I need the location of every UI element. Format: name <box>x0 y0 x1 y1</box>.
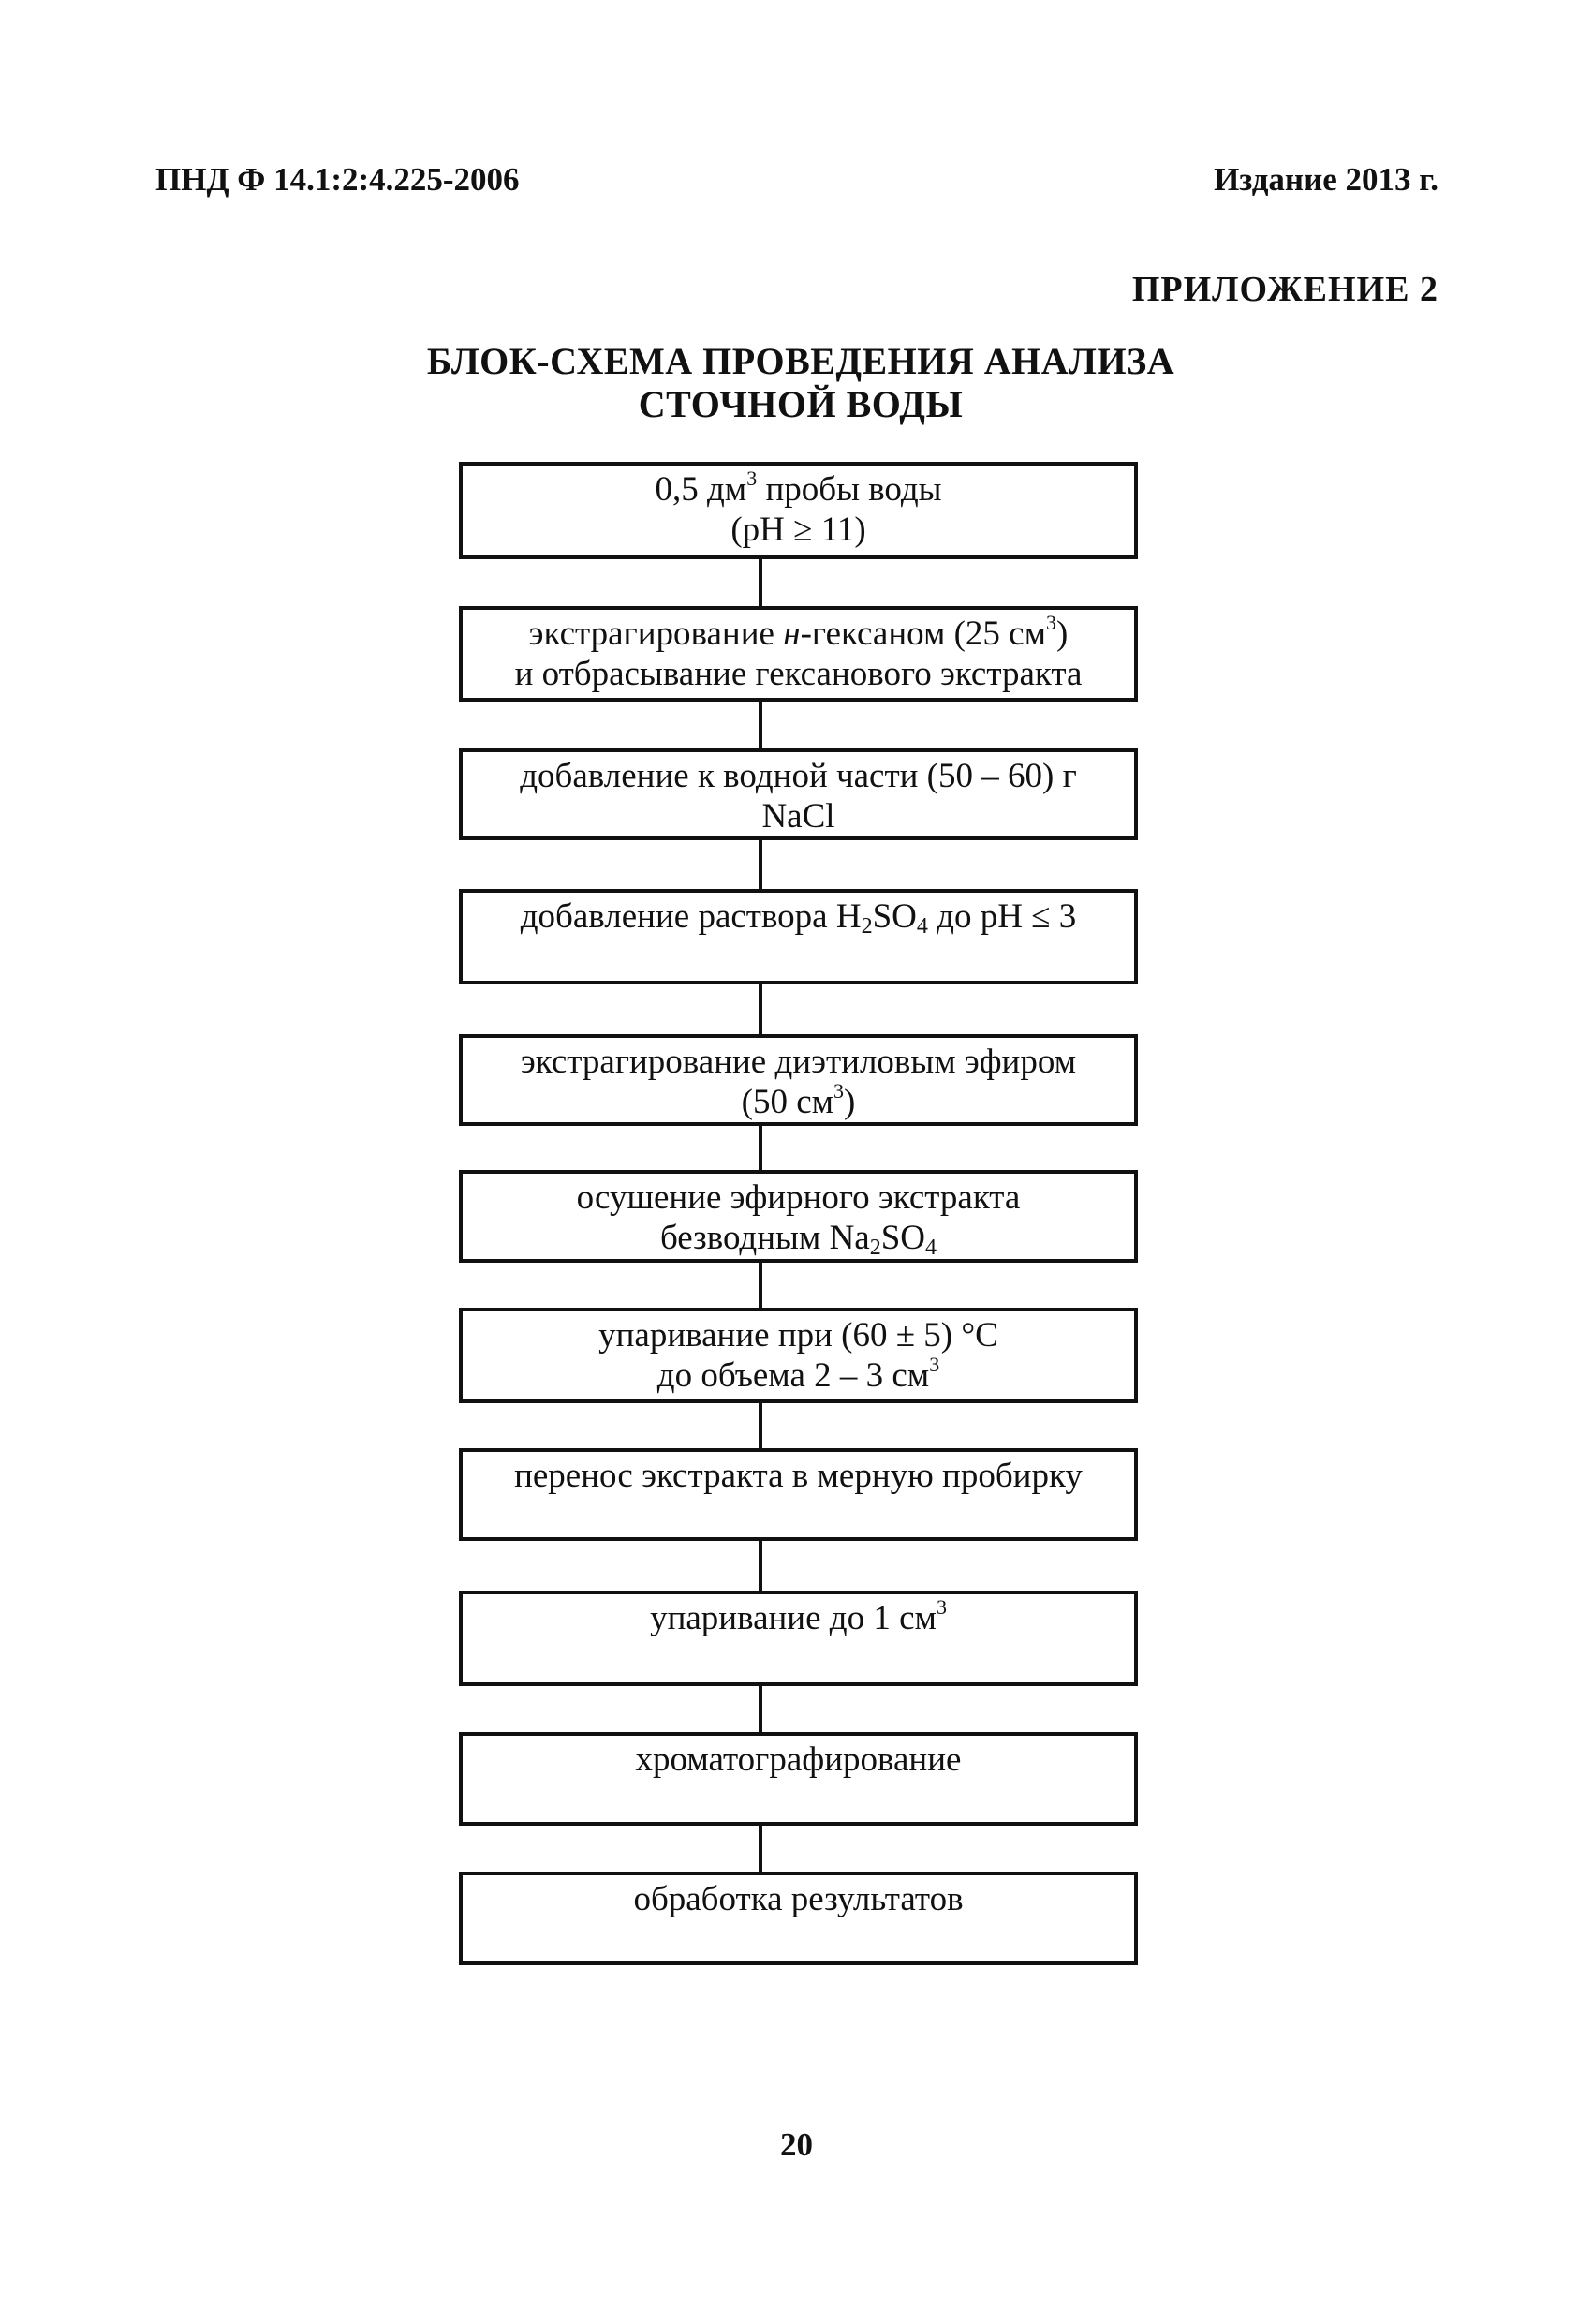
step-text: перенос экстракта в мерную пробирку <box>514 1457 1083 1495</box>
flowchart-step-add-nacl <box>459 748 1138 840</box>
connector-line <box>759 840 762 889</box>
connector-line <box>759 1403 762 1448</box>
connector-line <box>759 1263 762 1308</box>
step-text: (pH ≥ 11) <box>730 511 866 549</box>
flowchart-step-ether-extraction <box>459 1034 1138 1126</box>
connector-line <box>759 1541 762 1591</box>
flowchart-step-evaporation-60c <box>459 1308 1138 1403</box>
connector-line <box>759 702 762 748</box>
step-text: до объема 2 – 3 $см^3$ <box>656 1353 940 1395</box>
step-text: осушение эфирного экстракта <box>576 1178 1021 1217</box>
flowchart-step-transfer-extract <box>459 1448 1138 1541</box>
step-text: экстрагирование н-гексаном (25 $см^3$) <box>528 611 1069 653</box>
edition-year: Издание 2013 г. <box>1214 161 1438 198</box>
flowchart-step-add-h2so4 <box>459 889 1138 984</box>
flowchart-step-chromatography <box>459 1732 1138 1826</box>
flowchart-step-hexane-extraction <box>459 606 1138 702</box>
page-number: 20 <box>780 2126 813 2163</box>
step-text: и отбрасывание гексанового экстракта <box>514 655 1083 693</box>
step-text: обработка результатов <box>633 1880 964 1918</box>
step-text: (50 $см^3$) <box>741 1079 856 1121</box>
flowchart-step-evaporation-1cm3 <box>459 1591 1138 1686</box>
step-text: упаривание при (60 ± 5) °С <box>598 1316 998 1354</box>
flowchart-step-sample <box>459 462 1138 559</box>
title-line-1: БЛОК-СХЕМА ПРОВЕДЕНИЯ АНАЛИЗА <box>426 340 1175 382</box>
connector-line <box>759 1826 762 1872</box>
step-text: безводным $Na_2SO_4$ <box>659 1219 937 1260</box>
appendix-label: ПРИЛОЖЕНИЕ 2 <box>1131 270 1438 309</box>
title-line-2: СТОЧНОЙ ВОДЫ <box>638 383 964 425</box>
document-code: ПНД Ф 14.1:2:4.225-2006 <box>155 161 520 198</box>
connector-line <box>759 559 762 606</box>
step-text: добавление раствора $H_2SO_4$ до pH ≤ 3 <box>520 897 1077 939</box>
flowchart-step-results-processing <box>459 1872 1138 1965</box>
step-text: хроматографирование <box>635 1740 962 1779</box>
flowchart-step-drying <box>459 1170 1138 1263</box>
step-text: упаривание до 1 $см^3$ <box>650 1595 947 1637</box>
connector-line <box>759 984 762 1034</box>
step-text: экстрагирование диэтиловым эфиром <box>520 1043 1077 1081</box>
page-title <box>393 340 1208 426</box>
step-text: 0,5 $дм^3$ пробы воды <box>655 466 942 509</box>
connector-line <box>759 1686 762 1732</box>
step-text: NaCl <box>761 797 835 836</box>
step-text: добавление к водной части (50 – 60) г <box>520 757 1077 795</box>
connector-line <box>759 1126 762 1170</box>
